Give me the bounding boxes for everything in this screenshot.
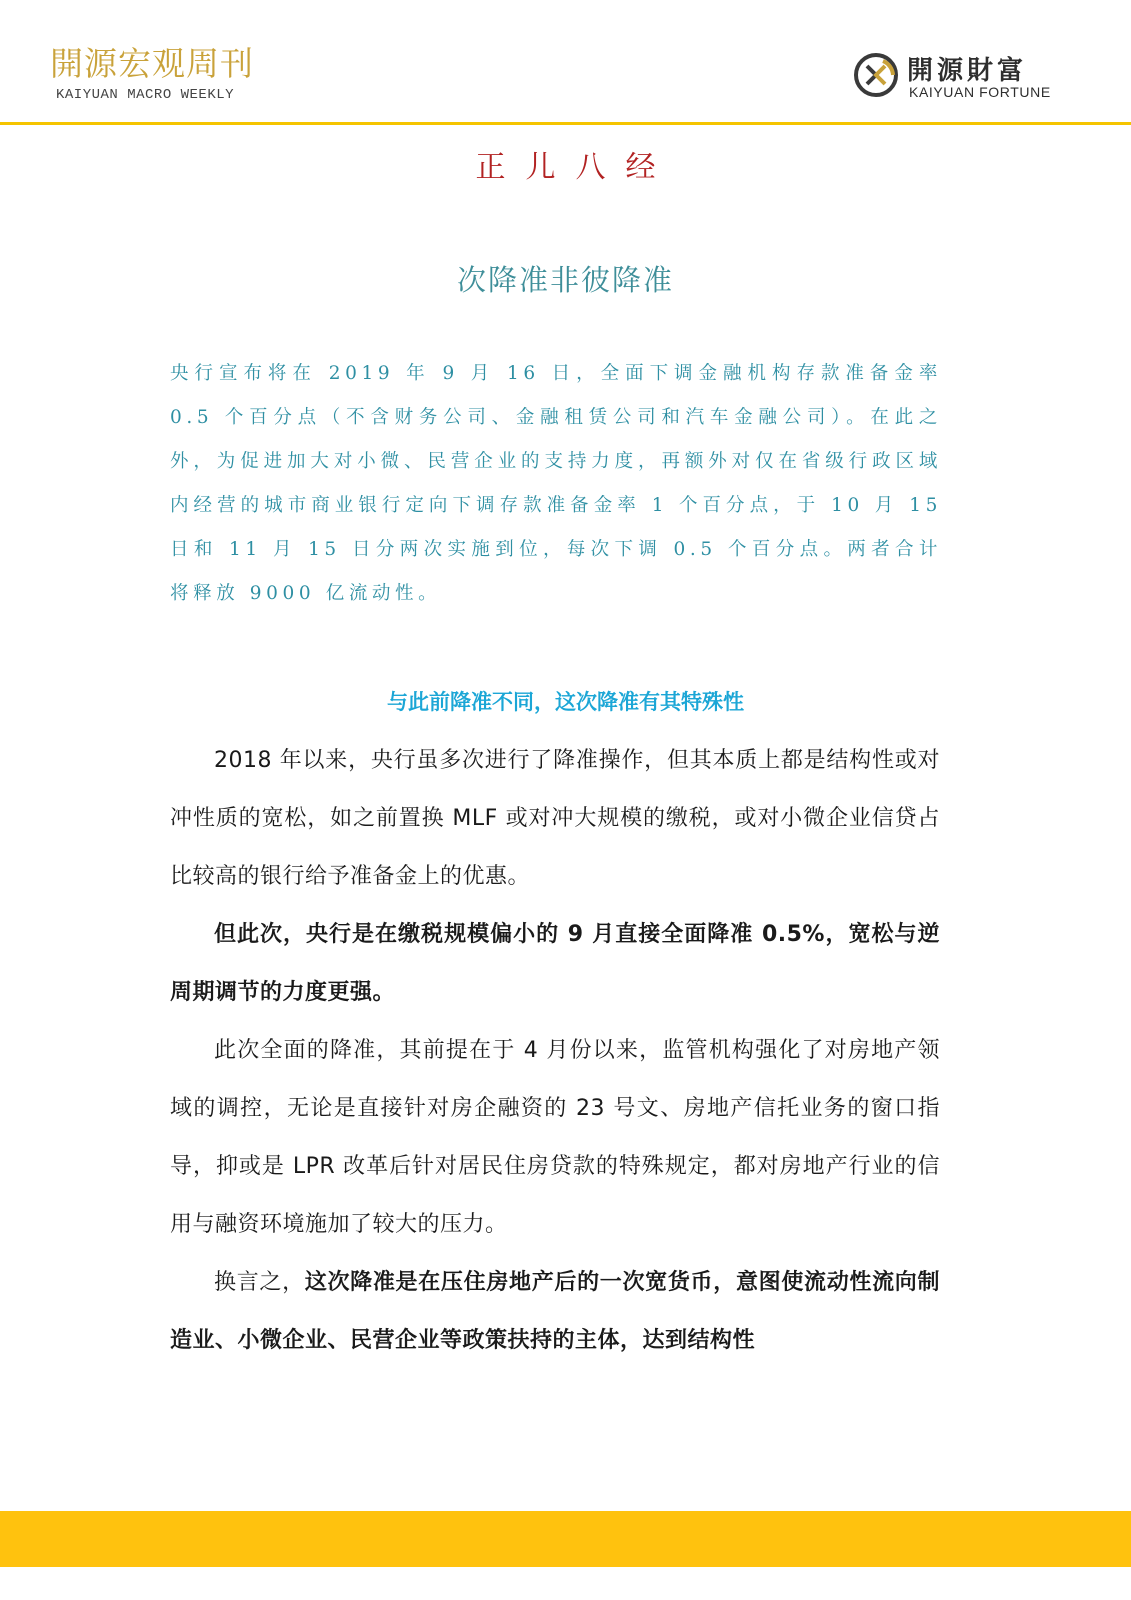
- logo-text-cn: 開源財富: [907, 56, 1028, 86]
- column-title: 正儿八经: [475, 150, 676, 185]
- article-title: 次降准非彼降准: [456, 263, 674, 297]
- page-header: [0, 0, 1131, 124]
- kaiyuan-fortune-logo: [853, 50, 1073, 106]
- publication-subtitle: KAIYUAN MACRO WEEKLY: [56, 87, 235, 103]
- body-paragraph-emphasis: 但此次，央行是在缴税规模偏小的 9 月直接全面降准 0.5%，宽松与逆周期调节的力度更强。: [170, 922, 940, 1005]
- publication-title: 開源宏观周刊: [50, 44, 254, 83]
- paragraph-lead-text: 换言之，: [214, 1270, 305, 1295]
- body-paragraph: 此次全面的降准，其前提在于 4 月份以来，监管机构强化了对房地产领域的调控，无论是直接针对房企融资的 23 号文、房地产信托业务的窗口指导，抑或是 LPR 改革后针对居民住房贷款的特殊规定，都对房地产行业的信用与融资环境施加了较大的压力。: [170, 1038, 940, 1237]
- header-divider: [0, 122, 1131, 125]
- kaiyuan-logo-icon: [853, 52, 899, 98]
- paragraph-emphasis-text: 这次降准是在压住房地产后的一次宽货币，意图使流动性流向制造业、小微企业、民营企业等政策扶持的主体，达到结构性: [170, 1270, 940, 1353]
- article-summary: 央行宣布将在 2019 年 9 月 16 日，全面下调金融机构存款准备金率 0.5 个百分点（不含财务公司、金融租赁公司和汽车金融公司）。在此之外，为促进加大对小微、民营企业的支持力度，再额外对仅在省级行政区域内经营的城市商业银行定向下调存款准备金率 1 个百分点，于 10 月 15 日和 11 月 15 日分两次实施到位，每次下调 0.5 个百分点。两者合计将释放 9000 亿流动性。: [170, 363, 942, 604]
- body-paragraph: [170, 1254, 940, 1370]
- logo-text-en: KAIYUAN FORTUNE: [909, 84, 1051, 100]
- section-heading: 与此前降准不同，这次降准有其特殊性: [387, 690, 744, 714]
- article-body: [170, 732, 940, 1370]
- body-paragraph: 2018 年以来，央行虽多次进行了降准操作，但其本质上都是结构性或对冲性质的宽松，如之前置换 MLF 或对冲大规模的缴税，或对小微企业信贷占比较高的银行给予准备金上的优惠。: [170, 748, 940, 889]
- footer-bar: [0, 1511, 1131, 1567]
